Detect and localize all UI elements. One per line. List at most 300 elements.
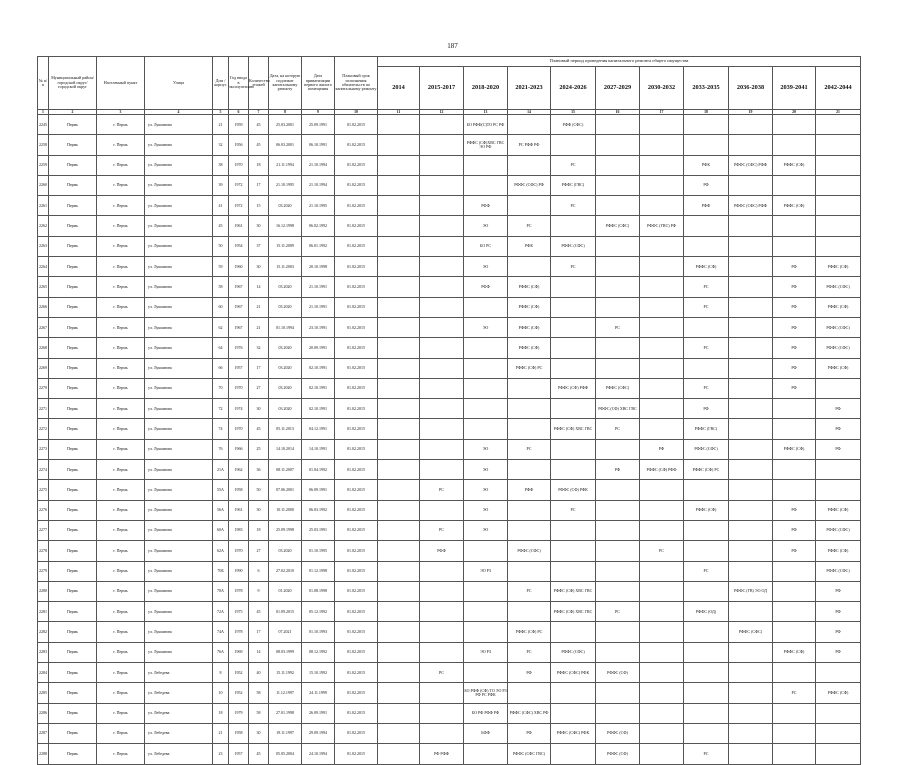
house-cell: 21А — [213, 460, 229, 480]
period-work-cell: РФФС (СФ) ХВС ГВС — [596, 399, 640, 419]
house-cell: 39 — [213, 175, 229, 195]
street-cell: ул. Лукоянова — [145, 257, 213, 277]
period-work-cell — [420, 297, 464, 317]
period-work-cell — [378, 663, 420, 683]
municipality-cell: Пермь — [49, 561, 97, 581]
row-number: 2262 — [38, 216, 49, 236]
period-work-cell: РФ — [773, 500, 816, 520]
period-work-cell — [378, 115, 420, 135]
period-work-cell — [640, 257, 684, 277]
date-cell: 21.10.1995 — [302, 196, 335, 216]
locality-cell: г. Пермь — [97, 581, 145, 601]
municipality-cell: Пермь — [49, 399, 97, 419]
date-cell: 01.02.2015 — [335, 338, 378, 358]
date-cell: 21.10.1994 — [302, 175, 335, 195]
locality-cell: г. Пермь — [97, 378, 145, 398]
year-header: 2033-2035 — [684, 67, 729, 110]
period-work-cell — [551, 358, 596, 378]
period-work-cell — [508, 602, 551, 622]
period-work-cell: ЭО — [464, 460, 508, 480]
period-work-cell: РФ — [773, 317, 816, 337]
period-work-cell — [640, 135, 684, 155]
period-work-cell: РФФС (СФ) ХВС ГВС — [551, 419, 596, 439]
row-number: 2285 — [38, 683, 49, 703]
column-number: 21 — [816, 110, 861, 115]
column-number: 6 — [229, 110, 249, 115]
date-cell: 05.05.2004 — [269, 744, 302, 764]
row-number: 2271 — [38, 399, 49, 419]
street-cell: ул. Лукоянова — [145, 480, 213, 500]
period-work-cell — [684, 663, 729, 683]
period-work-cell — [378, 703, 420, 723]
period-work-cell — [816, 723, 861, 743]
period-work-cell: РФ — [773, 520, 816, 540]
date-cell: 15.11.2003 — [269, 257, 302, 277]
period-work-cell — [596, 175, 640, 195]
period-work-cell — [378, 378, 420, 398]
date-cell: 07.06.2001 — [269, 480, 302, 500]
col-header-date-priv: Дата, на которую подлежит капитальному ремонту — [269, 57, 302, 110]
period-work-cell: ЭО — [464, 317, 508, 337]
period-work-cell: РС — [508, 581, 551, 601]
period-work-cell: РФФС (СФ) — [773, 642, 816, 662]
street-cell: ул. Лукоянова — [145, 317, 213, 337]
period-work-cell — [729, 277, 773, 297]
locality-cell: г. Пермь — [97, 175, 145, 195]
year-cell: 1957 — [229, 744, 249, 764]
period-work-cell — [420, 196, 464, 216]
table-row — [38, 744, 861, 764]
date-cell: 07.2021 — [269, 622, 302, 642]
floors-cell: 37 — [249, 236, 269, 256]
period-work-cell — [596, 277, 640, 297]
date-cell: 24.10.1994 — [302, 744, 335, 764]
period-work-cell — [729, 135, 773, 155]
period-work-cell — [420, 723, 464, 743]
period-work-cell — [420, 642, 464, 662]
period-work-cell — [729, 663, 773, 683]
year-cell: 1952 — [229, 663, 249, 683]
date-cell: 06.03.1992 — [302, 500, 335, 520]
period-work-cell — [551, 439, 596, 459]
municipality-cell: Пермь — [49, 500, 97, 520]
period-work-cell: РФФС (СФС) — [729, 622, 773, 642]
table-row — [38, 236, 861, 256]
period-work-cell: РФФС (СФС) — [596, 378, 640, 398]
year-cell: 1961 — [229, 216, 249, 236]
period-work-cell: РФ — [773, 297, 816, 317]
period-work-cell — [684, 642, 729, 662]
period-work-cell — [596, 622, 640, 642]
period-work-cell — [729, 561, 773, 581]
period-work-cell — [684, 480, 729, 500]
period-work-cell — [420, 216, 464, 236]
floors-cell: 27 — [249, 378, 269, 398]
period-work-cell: РС — [596, 317, 640, 337]
date-cell: 03.2020 — [269, 338, 302, 358]
row-number: 2275 — [38, 480, 49, 500]
year-cell: 1969 — [229, 642, 249, 662]
street-cell: ул. Лукоянова — [145, 581, 213, 601]
floors-cell: 36 — [249, 460, 269, 480]
column-number: 12 — [420, 110, 464, 115]
date-cell: 01.02.2015 — [335, 744, 378, 764]
period-work-cell — [816, 703, 861, 723]
date-cell: 03.2020 — [269, 277, 302, 297]
period-work-cell — [508, 419, 551, 439]
period-work-cell: РФФС (СФ) — [508, 338, 551, 358]
period-work-cell: РФ РФФ — [420, 744, 464, 764]
period-work-cell: РС — [596, 602, 640, 622]
date-cell: 01.02.2015 — [335, 378, 378, 398]
year-cell: 1957 — [229, 358, 249, 378]
date-cell: 05.12.1992 — [302, 602, 335, 622]
street-cell: ул. Лебедева — [145, 744, 213, 764]
period-work-cell — [420, 338, 464, 358]
date-cell: 11.12.1997 — [269, 683, 302, 703]
locality-cell: г. Пермь — [97, 723, 145, 743]
period-work-cell: РФФС (СФС) ХВС РФ — [508, 703, 551, 723]
period-work-cell — [464, 581, 508, 601]
capital-repair-register-table — [37, 56, 861, 765]
date-cell: 27.01.1998 — [269, 703, 302, 723]
period-work-cell — [420, 358, 464, 378]
period-work-cell: РС — [551, 155, 596, 175]
locality-cell: г. Пермь — [97, 683, 145, 703]
row-number: 2272 — [38, 419, 49, 439]
municipality-cell: Пермь — [49, 338, 97, 358]
street-cell: ул. Лукоянова — [145, 378, 213, 398]
floors-cell: 58 — [249, 703, 269, 723]
year-cell: 1972 — [229, 175, 249, 195]
municipality-cell: Пермь — [49, 439, 97, 459]
house-cell: 58 — [213, 277, 229, 297]
period-work-cell — [378, 196, 420, 216]
date-cell: 06.02.1992 — [302, 216, 335, 236]
period-work-cell — [420, 236, 464, 256]
period-work-cell — [729, 317, 773, 337]
street-cell: ул. Лукоянова — [145, 561, 213, 581]
table-row — [38, 622, 861, 642]
street-cell: ул. Лебедева — [145, 683, 213, 703]
year-cell: 1958 — [229, 480, 249, 500]
locality-cell: г. Пермь — [97, 500, 145, 520]
period-work-cell: РФ — [816, 581, 861, 601]
col-header-floors: Количество этажей — [249, 57, 269, 110]
row-number: 2287 — [38, 723, 49, 743]
period-work-cell — [640, 196, 684, 216]
row-number: 2279 — [38, 561, 49, 581]
row-number: 2274 — [38, 460, 49, 480]
column-number: 7 — [249, 110, 269, 115]
house-cell: 70Б — [213, 561, 229, 581]
floors-cell: 32 — [249, 338, 269, 358]
period-work-cell — [640, 602, 684, 622]
year-cell: 1967 — [229, 277, 249, 297]
period-work-cell — [551, 703, 596, 723]
period-work-cell — [464, 744, 508, 764]
period-work-cell — [773, 703, 816, 723]
period-work-cell — [508, 378, 551, 398]
period-work-cell — [684, 520, 729, 540]
column-number: 14 — [508, 110, 551, 115]
date-cell: 01.02.2015 — [335, 277, 378, 297]
period-work-cell: РФФС (СФ) — [596, 744, 640, 764]
period-work-cell — [729, 399, 773, 419]
municipality-cell: Пермь — [49, 622, 97, 642]
period-work-cell — [684, 236, 729, 256]
house-cell: 21 — [213, 723, 229, 743]
period-work-cell: РФ — [773, 541, 816, 561]
year-cell: 1952 — [229, 683, 249, 703]
house-cell: 8 — [213, 663, 229, 683]
period-work-cell: РФФС (СФС) — [816, 520, 861, 540]
period-work-cell — [773, 663, 816, 683]
table-row — [38, 399, 861, 419]
period-work-cell: РФФС (СФС) — [551, 236, 596, 256]
period-work-cell — [684, 703, 729, 723]
floors-cell: 45 — [249, 744, 269, 764]
period-work-cell — [684, 581, 729, 601]
year-cell: 1961 — [229, 500, 249, 520]
period-work-cell — [420, 175, 464, 195]
period-work-cell: РФФ — [508, 480, 551, 500]
date-cell: 01.02.2015 — [335, 622, 378, 642]
period-work-cell — [508, 683, 551, 703]
locality-cell: г. Пермь — [97, 439, 145, 459]
period-work-cell — [684, 358, 729, 378]
period-work-cell — [464, 419, 508, 439]
street-cell: ул. Лукоянова — [145, 277, 213, 297]
column-number: 17 — [640, 110, 684, 115]
date-cell: 29.09.1994 — [302, 723, 335, 743]
period-work-cell — [378, 317, 420, 337]
period-work-cell — [729, 439, 773, 459]
locality-cell: г. Пермь — [97, 541, 145, 561]
period-work-cell — [378, 683, 420, 703]
table-row — [38, 297, 861, 317]
period-work-cell — [508, 561, 551, 581]
year-cell: 1990 — [229, 561, 249, 581]
row-number: 2263 — [38, 236, 49, 256]
table-row — [38, 561, 861, 581]
period-work-cell — [773, 236, 816, 256]
date-cell: 01.10.1993 — [302, 622, 335, 642]
table-row — [38, 500, 861, 520]
date-cell: 06.03.2001 — [269, 135, 302, 155]
date-cell: 01.04.1992 — [302, 460, 335, 480]
date-cell: 01.12.1998 — [302, 561, 335, 581]
col-header-mun: Муниципальный район/городской округ/городской округ — [49, 57, 97, 110]
street-cell: ул. Лукоянова — [145, 175, 213, 195]
period-work-cell — [684, 115, 729, 135]
locality-cell: г. Пермь — [97, 460, 145, 480]
period-work-cell — [640, 723, 684, 743]
table-row — [38, 115, 861, 135]
period-work-cell — [729, 683, 773, 703]
period-work-cell — [729, 460, 773, 480]
period-work-cell — [816, 115, 861, 135]
street-cell: ул. Лукоянова — [145, 155, 213, 175]
period-work-cell — [816, 460, 861, 480]
floors-cell: 9 — [249, 581, 269, 601]
period-work-cell — [420, 155, 464, 175]
municipality-cell: Пермь — [49, 723, 97, 743]
date-cell: 15.11.1992 — [269, 663, 302, 683]
column-number: 8 — [269, 110, 302, 115]
period-work-cell — [640, 703, 684, 723]
period-work-cell — [508, 196, 551, 216]
locality-cell: г. Пермь — [97, 135, 145, 155]
table-row — [38, 358, 861, 378]
period-work-cell — [640, 561, 684, 581]
period-work-cell — [378, 257, 420, 277]
street-cell: ул. Лукоянова — [145, 196, 213, 216]
period-work-cell: РС — [508, 439, 551, 459]
table-row — [38, 541, 861, 561]
period-work-cell — [464, 358, 508, 378]
period-work-cell — [508, 460, 551, 480]
period-work-cell: РФФС (СФ) РС — [508, 358, 551, 378]
date-cell: 21.10.1991 — [302, 297, 335, 317]
locality-cell: г. Пермь — [97, 480, 145, 500]
house-cell: 74 — [213, 419, 229, 439]
row-number: 2281 — [38, 602, 49, 622]
period-work-cell — [464, 155, 508, 175]
house-cell: 23 — [213, 744, 229, 764]
period-work-cell: ЭО — [464, 216, 508, 236]
period-work-cell: РФФС (СФ) — [816, 358, 861, 378]
date-cell: 01.02.2015 — [335, 723, 378, 743]
period-work-cell — [640, 581, 684, 601]
period-work-cell: РФФС (СФ) — [508, 277, 551, 297]
period-work-cell: РФФС (СФ) — [816, 683, 861, 703]
col-header-date-plan: Плановый срок исполнения обязательств по капитальному ремонту — [335, 57, 378, 110]
floors-cell: 17 — [249, 622, 269, 642]
date-cell: 03.2020 — [269, 358, 302, 378]
municipality-cell: Пермь — [49, 135, 97, 155]
locality-cell: г. Пермь — [97, 297, 145, 317]
period-work-cell — [378, 642, 420, 662]
date-cell: 02.10.1991 — [302, 378, 335, 398]
period-work-cell: РС — [684, 338, 729, 358]
period-work-cell — [420, 683, 464, 703]
house-cell: 10 — [213, 683, 229, 703]
column-number: 16 — [596, 110, 640, 115]
date-cell: 01.02.2015 — [335, 236, 378, 256]
period-work-cell — [551, 277, 596, 297]
period-work-cell — [378, 723, 420, 743]
date-cell: 08.12.1992 — [302, 642, 335, 662]
period-work-cell — [378, 581, 420, 601]
street-cell: ул. Лебедева — [145, 703, 213, 723]
period-work-cell — [378, 744, 420, 764]
year-header: 2036-2038 — [729, 67, 773, 110]
period-work-cell — [420, 257, 464, 277]
period-work-cell: РФ — [773, 358, 816, 378]
period-work-cell — [596, 520, 640, 540]
period-work-cell — [378, 602, 420, 622]
locality-cell: г. Пермь — [97, 622, 145, 642]
date-cell: 08.11.2007 — [269, 460, 302, 480]
house-cell: 60А — [213, 520, 229, 540]
date-cell: 26.09.1991 — [302, 703, 335, 723]
period-work-cell — [729, 115, 773, 135]
column-number: 13 — [464, 110, 508, 115]
period-work-cell — [378, 460, 420, 480]
floors-cell: 21 — [249, 317, 269, 337]
street-cell: ул. Лукоянова — [145, 419, 213, 439]
house-cell: 74А — [213, 622, 229, 642]
municipality-cell: Пермь — [49, 297, 97, 317]
period-work-cell — [729, 419, 773, 439]
floors-cell: 17 — [249, 175, 269, 195]
period-work-cell — [773, 175, 816, 195]
period-work-cell: БО РС — [464, 236, 508, 256]
period-work-cell: РФФС (СФ) — [816, 500, 861, 520]
floors-cell: 25 — [249, 439, 269, 459]
period-work-cell: РФФС (СФС) РФК — [551, 663, 596, 683]
locality-cell: г. Пермь — [97, 703, 145, 723]
date-cell: 14.10.2014 — [269, 439, 302, 459]
period-work-cell: РФФС (СФ) — [773, 439, 816, 459]
period-work-cell — [420, 561, 464, 581]
date-cell: 01.02.2015 — [335, 541, 378, 561]
period-work-cell — [729, 602, 773, 622]
row-number: 2286 — [38, 703, 49, 723]
period-work-cell — [596, 439, 640, 459]
floors-cell: 45 — [249, 115, 269, 135]
row-number: 2245 — [38, 115, 49, 135]
period-work-cell — [464, 602, 508, 622]
period-work-cell — [596, 683, 640, 703]
period-work-cell — [773, 419, 816, 439]
municipality-cell: Пермь — [49, 277, 97, 297]
year-cell: 1967 — [229, 297, 249, 317]
table-row — [38, 703, 861, 723]
date-cell: 01.02.2015 — [335, 439, 378, 459]
locality-cell: г. Пермь — [97, 744, 145, 764]
date-cell: 01.02.2015 — [335, 155, 378, 175]
year-header: 2018-2020 — [464, 67, 508, 110]
period-work-cell — [729, 216, 773, 236]
date-cell: 27.02.2010 — [269, 561, 302, 581]
date-cell: 25.09.1998 — [269, 520, 302, 540]
period-work-cell — [729, 175, 773, 195]
floors-cell: 58 — [249, 683, 269, 703]
period-work-cell — [420, 115, 464, 135]
period-work-cell — [551, 135, 596, 155]
table-row — [38, 317, 861, 337]
period-work-cell: РФФС (СФ) РС — [508, 622, 551, 642]
house-cell: 76 — [213, 439, 229, 459]
period-work-cell — [464, 399, 508, 419]
period-work-cell: РС — [508, 216, 551, 236]
period-work-cell — [640, 663, 684, 683]
year-cell: 1978 — [229, 622, 249, 642]
floors-cell: 30 — [249, 723, 269, 743]
year-cell: 1959 — [229, 115, 249, 135]
street-cell: ул. Лукоянова — [145, 500, 213, 520]
date-cell: 01.10.1994 — [269, 317, 302, 337]
period-work-cell — [378, 622, 420, 642]
period-work-cell: ЭО — [464, 520, 508, 540]
street-cell: ул. Лебедева — [145, 663, 213, 683]
col-header-num: № п/п — [38, 57, 49, 110]
year-header: 2039-2041 — [773, 67, 816, 110]
period-work-cell — [640, 115, 684, 135]
row-number: 2270 — [38, 378, 49, 398]
